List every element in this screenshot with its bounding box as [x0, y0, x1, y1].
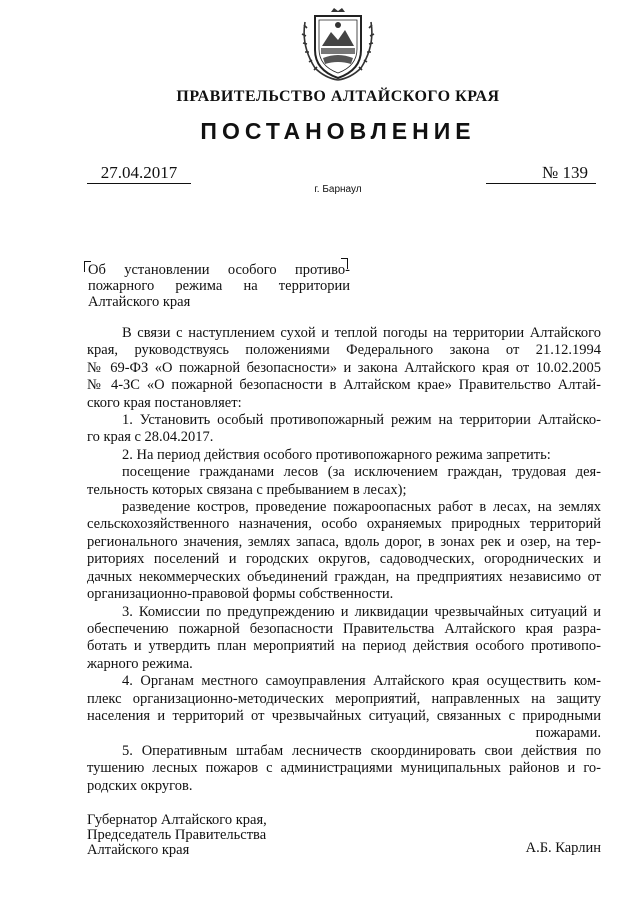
body-line: родских округов.: [87, 777, 193, 794]
body-line: В связи с наступлением сухой и теплой погоды на территории Алтайского: [122, 325, 601, 341]
signature-position: [87, 813, 267, 858]
body-line: 4. Органам местного самоуправления Алтайского края осуществить ком-: [122, 673, 601, 690]
body-line: жарного режима.: [87, 655, 193, 672]
body-line: 3. Комиссии по предупреждению и ликвидации чрезвычайных ситуаций и: [122, 603, 601, 620]
body-line: тельность которых связана с пребыванием в лесах);: [87, 481, 407, 498]
body-line: 1. Установить особый противопожарный режим на территории Алтайско-: [122, 412, 601, 429]
document-number: № 139: [486, 163, 596, 184]
body-line: регионального значения, землях запаса, вдоль дорог, в зонах рек и озер, на тер-: [87, 533, 601, 550]
organization-title: ПРАВИТЕЛЬСТВО АЛТАЙСКОГО КРАЯ: [176, 88, 500, 105]
body-line: ботать и утвердить план мероприятий на период действия особого противопо-: [87, 638, 601, 655]
body-line: риториях поселений и городских округов, садоводческих, огороднических и: [87, 551, 601, 568]
document-subject: [88, 262, 350, 310]
signature-line: Председатель Правительства: [87, 827, 267, 843]
body-line: № 4-ЗС «О пожарной безопасности в Алтайском крае» Правительство Алтай-: [87, 377, 601, 394]
body-line: посещение гражданами лесов (за исключением граждан, трудовая дея-: [122, 464, 601, 481]
document-body: [87, 325, 601, 795]
body-line: организационно-правовой формы собственности.: [87, 586, 394, 603]
body-line: дачных некоммерческих объединений граждан, на предприятиях независимо от: [87, 568, 601, 585]
subject-line: пожарного режима на территории: [88, 278, 350, 294]
subject-line: Об установлении особого противо-: [88, 262, 350, 278]
body-line: сельскохозяйственного назначения, особо охраняемых природных территорий: [87, 516, 601, 533]
body-line: пожарами.: [535, 725, 601, 742]
body-line: края, руководствуясь положениями Федерального закона от 21.12.1994: [87, 342, 601, 359]
body-line: 5. Оперативным штабам лесничеств скоординировать свои действия по: [122, 742, 601, 759]
document-city: г. Барнаул: [314, 184, 362, 195]
body-line: го края с 28.04.2017.: [87, 429, 214, 446]
signature-line: Губернатор Алтайского края,: [87, 812, 267, 828]
body-line: № 69-ФЗ «О пожарной безопасности» и закона Алтайского края от 10.02.2005: [87, 359, 601, 376]
document-type-title: ПОСТАНОВЛЕНИЕ: [200, 118, 476, 144]
signature-line: Алтайского края: [87, 842, 190, 858]
body-line: плекс организационно-методических мероприятий, направленных на защиту: [87, 690, 601, 707]
body-line: обеспечению пожарной безопасности Правительства Алтайского края разра-: [87, 620, 601, 637]
body-line: населения и территорий от чрезвычайных ситуаций, связанных с природными: [87, 707, 601, 724]
body-line: ского края постановляет:: [87, 394, 242, 411]
body-line: 2. На период действия особого противопожарного режима запретить:: [122, 446, 551, 463]
coat-of-arms-icon: [301, 6, 375, 82]
body-line: разведение костров, проведение пожароопасных работ в лесах, на землях: [122, 499, 601, 516]
subject-line: Алтайского края: [88, 294, 191, 310]
document-date: 27.04.2017: [87, 163, 191, 184]
body-line: тушению лесных пожаров с администрациями муниципальных районов и го-: [87, 760, 601, 777]
signer-name: А.Б. Карлин: [525, 840, 601, 856]
